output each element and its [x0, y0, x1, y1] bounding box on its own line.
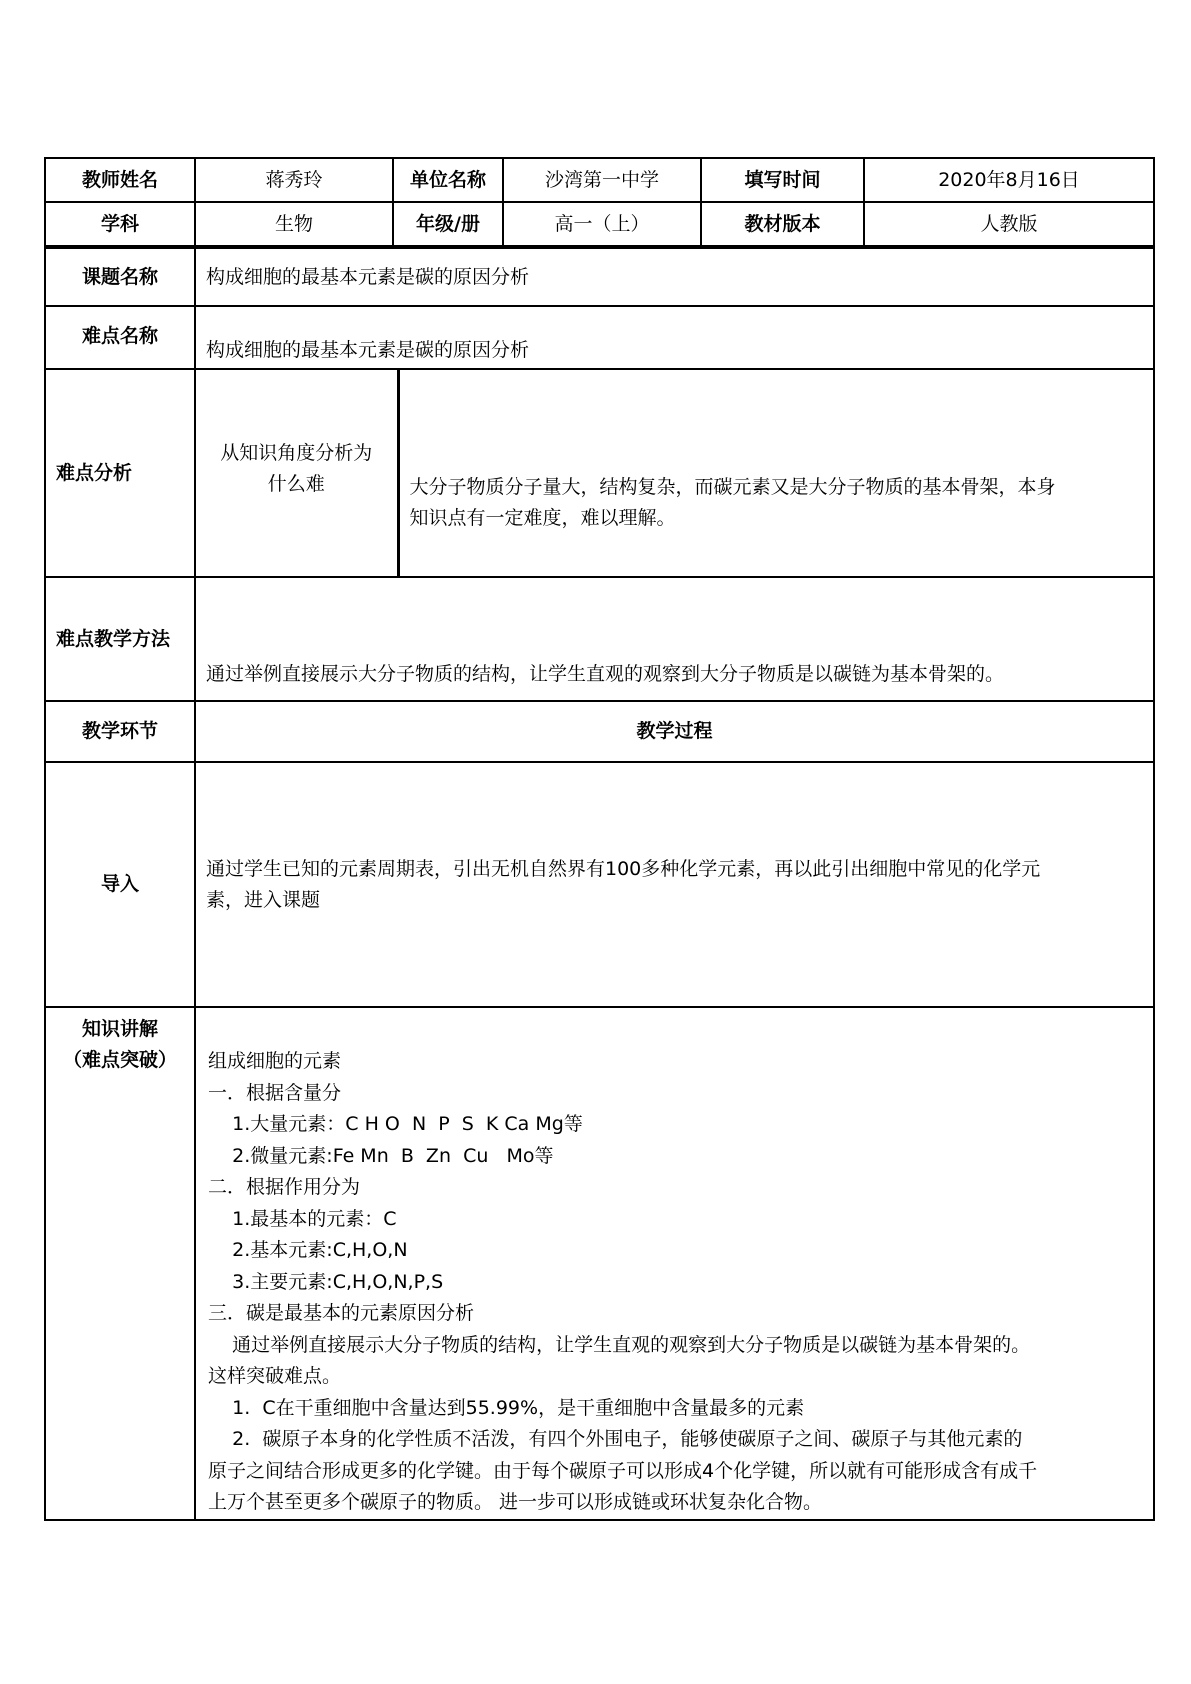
difficulty-label-text: 难点名称 [81, 325, 158, 347]
intro-line-2: 素，进入课题 [206, 888, 321, 911]
unit-label: 单位名称 [393, 158, 503, 202]
knowledge-line: 3.主要元素:C,H,O,N,P,S [208, 1270, 444, 1293]
knowledge-line: 2.微量元素:Fe Mn B Zn Cu Mo等 [208, 1144, 554, 1167]
knowledge-line: 2.基本元素:C,H,O,N [208, 1239, 408, 1261]
edition-label: 教材版本 [701, 202, 864, 246]
knowledge-label [45, 1007, 195, 1520]
process-value-label: 教学过程 [195, 701, 1154, 762]
subject-value: 生物 [195, 202, 393, 246]
knowledge-label-line-1: 知识讲解 [81, 1018, 158, 1040]
method-label: 难点教学方法 [45, 577, 195, 701]
date-value: 2020年8月16日 [864, 158, 1154, 202]
process-stage-label: 教学环节 [45, 701, 195, 762]
grade-label: 年级/册 [393, 202, 503, 246]
knowledge-content [195, 1007, 1154, 1520]
knowledge-line: 这样突破难点。 [208, 1365, 342, 1387]
analysis-angle-line-2: 什么难 [267, 473, 325, 495]
knowledge-line: 二．根据作用分为 [208, 1176, 361, 1198]
intro-text [195, 762, 1154, 1007]
knowledge-line: 一．根据含量分 [208, 1081, 342, 1104]
knowledge-line: 组成细胞的元素 [208, 1050, 342, 1072]
knowledge-line: 通过举例直接展示大分子物质的结构，让学生直观的观察到大分子物质是以碳链为基本骨架的。 [208, 1333, 1031, 1356]
analysis-line-2: 知识点有一定难度，难以理解。 [409, 507, 676, 529]
lesson-plan-form [44, 157, 1153, 1521]
analysis-label: 难点分析 [45, 369, 195, 577]
topic-label: 课题名称 [45, 248, 195, 306]
body-table [44, 247, 1155, 1521]
knowledge-line: 1. C在干重细胞中含量达到55.99%，是干重细胞中含量最多的元素 [208, 1396, 805, 1419]
analysis-line-1: 大分子物质分子量大，结构复杂，而碳元素又是大分子物质的基本骨架，本身 [409, 476, 1056, 498]
header-table [44, 157, 1155, 247]
knowledge-line: 上万个甚至更多个碳原子的物质。 进一步可以形成链或环状复杂化合物。 [208, 1491, 823, 1513]
date-label: 填写时间 [701, 158, 864, 202]
grade-value: 高一（上） [503, 202, 701, 246]
knowledge-label-line-2: （难点突破） [62, 1049, 177, 1071]
difficulty-value: 构成细胞的最基本元素是碳的原因分析 [195, 306, 1154, 369]
unit-value: 沙湾第一中学 [503, 158, 701, 202]
knowledge-line: 2. 碳原子本身的化学性质不活泼，有四个外围电子，能够使碳原子之间、碳原子与其他元素的 [208, 1428, 1023, 1450]
method-value: 通过举例直接展示大分子物质的结构，让学生直观的观察到大分子物质是以碳链为基本骨架的。 [195, 577, 1154, 701]
teacher-label: 教师姓名 [45, 158, 195, 202]
knowledge-line: 三．碳是最基本的元素原因分析 [208, 1302, 475, 1324]
intro-label: 导入 [45, 762, 195, 1007]
knowledge-line: 1.最基本的元素：C [208, 1207, 397, 1230]
analysis-text [398, 369, 1154, 577]
analysis-angle [195, 369, 398, 577]
analysis-angle-line-1: 从知识角度分析为 [220, 442, 373, 464]
topic-value: 构成细胞的最基本元素是碳的原因分析 [195, 248, 1154, 306]
intro-line-1: 通过学生已知的元素周期表，引出无机自然界有100多种化学元素，再以此引出细胞中常见的化学元 [206, 857, 1041, 880]
edition-value: 人教版 [864, 202, 1154, 246]
knowledge-line: 原子之间结合形成更多的化学键。由于每个碳原子可以形成4个化学键，所以就有可能形成含有成千 [208, 1459, 1038, 1482]
knowledge-line: 1.大量元素：C H O N P S K Ca Mg等 [208, 1113, 583, 1135]
subject-label: 学科 [45, 202, 195, 246]
teacher-value: 蒋秀玲 [195, 158, 393, 202]
difficulty-label [45, 306, 195, 369]
